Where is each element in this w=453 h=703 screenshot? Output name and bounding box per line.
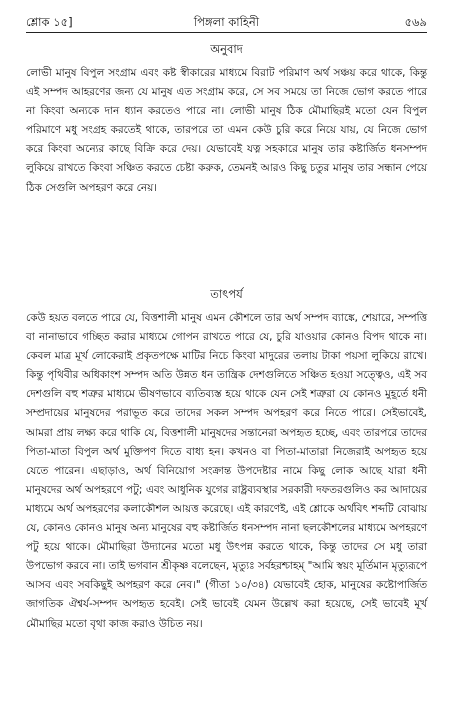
header-rule xyxy=(26,32,427,33)
translation-heading: অনুবাদ xyxy=(210,42,243,56)
purport-text xyxy=(26,309,427,689)
purport-paragraph: কেউ হয়ত বলতে পারে যে, বিত্তশালী মানুষ এমন কৌশলে তার অর্থ সম্পদ ব্যাঙ্কে, শেয়ারে, সম্পত্তি বা নানাভাবে গচ্ছিত করার মাধ্যমে গোপন রাখতে পারে যে, চুরি যাওয়ার কোনও বিপদ থাকে না। কেবল মাত্র মূর্খ লোকেরাই প্রকৃতপক্ষে মাটির নিচে কিংবা মাদুরের তলায় টাকা পয়সা লুকিয়ে রাখে। কিন্তু পৃথিবীর অধিকাংশ সম্পদ অতি উন্নত ধন তান্ত্রিক দেশগুলিতে সঞ্চিত হওয়া সত্ত্বেও, এই সব দেশগুলি বহু শত্রুর মাধ্যমে ভীষণভাবে ব্যতিব্যস্ত হয়ে থাকে যেন সেই শত্রুরা যে কোনও মুহূর্তে ধনী সম্প্রদায়ের মানুষদের পরাভূত করে তাদের সকল সম্পদ অপহরণ করে নিতে পারে। সেইভাবেই, আমরা প্রায় লক্ষ্য করে থাকি যে, বিত্তশালী মানুষদের সন্তানেরা অপহৃত হচ্ছে, এবং তারপরে তাদের পিতা-মাতা বিপুল অর্থ মুক্তিপণ দিতে বাধ্য হন। কখনও বা পিতা-মাতারা নিজেরাই অপহৃত হয়ে যেতে পারেন। এছাড়াও, অর্থ বিনিয়োগ সংক্রান্ত উপদেষ্টার নামে কিছু লোক আছে যারা ধনী মানুষদের অর্থ অপহরণে পটু; এবং আধুনিক যুগের রাষ্ট্রব্যবস্থার সরকারী দফতরগুলিও কর আদায়ের মাধ্যমে অর্থ অপহরণের কলাকৌশল আয়ত্ত করেছে। এই কারণেই, এই শ্লোকে অর্থবিৎ শব্দটি বোঝায় যে, কোনও কোনও মানুষ অন্য মানুষের বহু কষ্টার্জিত ধনসম্পদ নানা ছলকৌশলের মাধ্যমে অপহরণে পটু হয়ে থাকে। মৌমাছিরা উদ্যানের মতো মধু উৎপন্ন করতে থাকে, কিন্তু তাদের সে মধু তারা উপভোগ করবে না। তাই ভগবান শ্রীকৃষ্ণ বলেছেন, মৃত্যুঃ সর্বহরশ্চাহম্ "আমি স্বয়ং মূর্তিমান মৃত্যুরূপে আসব এবং সবকিছুই অপহরণ করে নেব।" (গীতা ১০/৩৪) যেভাবেই হোক, মানুষের কষ্টোপার্জিত জাগতিক ঐশ্বর্য-সম্পদ অপহৃত হবেই। সেই ভাবেই যেমন উল্লেখ করা হয়েছে, সেই ভাবেই মূর্খ মৌমাছির মতো বৃথা কাজ করাও উচিত নয়। xyxy=(26,312,427,630)
verse-reference: শ্লোক ১৫] xyxy=(26,15,73,29)
purport-heading: তাৎপর্য xyxy=(210,287,243,301)
page-number: ৫৬৯ xyxy=(404,15,427,29)
translation-text xyxy=(26,64,427,278)
chapter-title: পিঙ্গলা কাহিনী xyxy=(193,15,260,29)
running-header xyxy=(26,10,427,32)
translation-paragraph: লোভী মানুষ বিপুল সংগ্রাম এবং কষ্ট স্বীকারের মাধ্যমে বিরাট পরিমাণ অর্থ সঞ্চয় করে থাকে, কিন্তু এই সম্পদ আহরণের জন্য যে মানুষ এত সংগ্রাম করে, সে সব সময়ে তা নিজে ভোগ করতে পারে না কিংবা অন্যকে দান ধ্যান করতেও পারে না। লোভী মানুষ ঠিক মৌমাছিরই মতো যেন বিপুল পরিমাণে মধু সংগ্রহ করতেই থাকে, তারপরে তা এমন কেউ চুরি করে নিয়ে যায়, যে নিজে ভোগ করে কিংবা অন্যের কাছে বিক্রি করে দেয়। যেভাবেই যত্ন সহকারে মানুষ তার কষ্টার্জিত ধনসম্পদ লুকিয়ে রাখতে কিংবা সঞ্চিত করতে চেষ্টা করুক, তেমনই আরও কিছু চতুর মানুষ তার সন্ধান পেয়ে ঠিক সেগুলি অপহরণ করে নেয়। xyxy=(26,67,427,194)
